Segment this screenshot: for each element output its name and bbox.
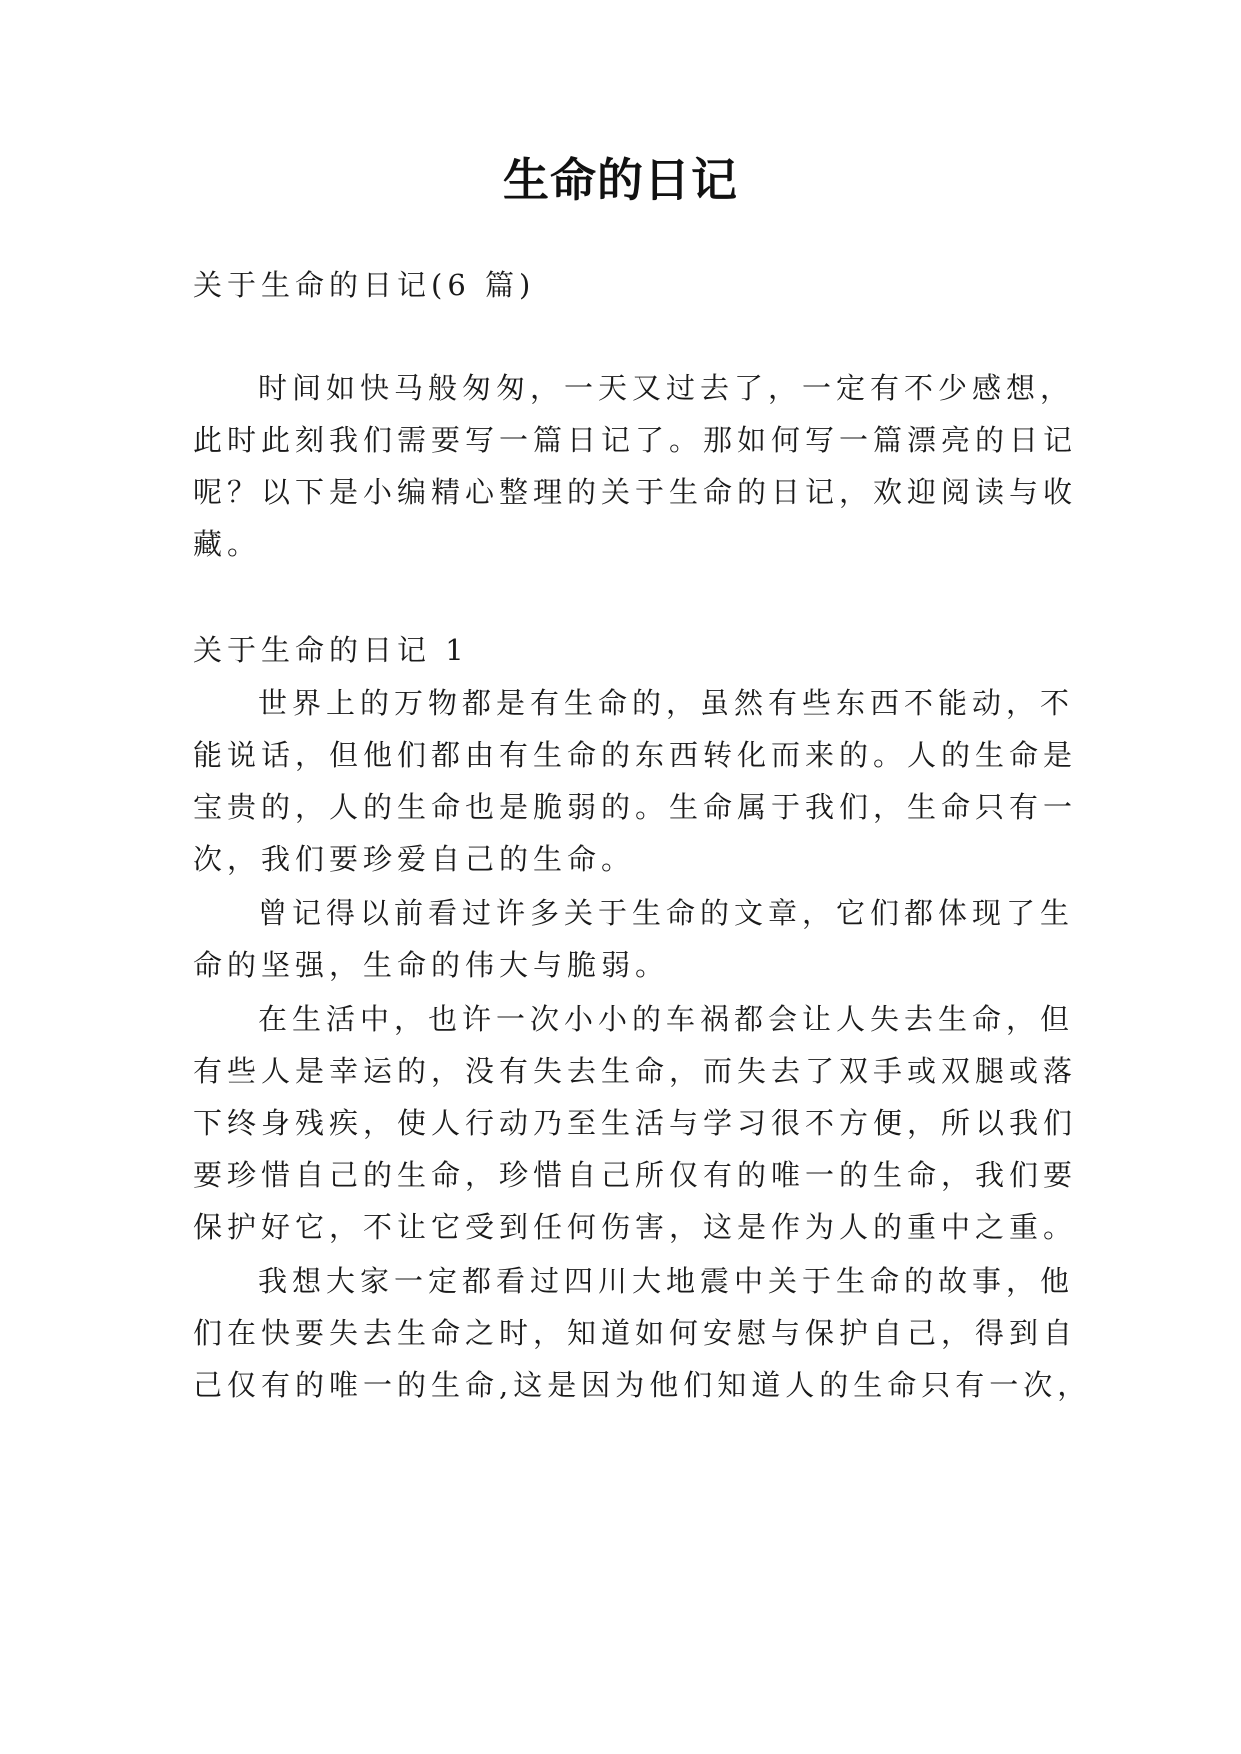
section-heading: 关于生命的日记 1 [193, 633, 469, 667]
body-line: 曾记得以前看过许多关于生命的文章，它们都体现了生 [258, 896, 1075, 930]
intro-line: 时间如快马般匆匆，一天又过去了，一定有不少感想， [258, 371, 1075, 405]
body-line: 们在快要失去生命之时，知道如何安慰与保护自己，得到自 [193, 1316, 1078, 1350]
document-title: 生命的日记 [503, 153, 738, 207]
body-line: 保护好它，不让它受到任何伤害，这是作为人的重中之重。 [193, 1210, 1078, 1244]
body-line: 要珍惜自己的生命，珍惜自己所仅有的唯一的生命，我们要 [193, 1158, 1078, 1192]
body-line: 次，我们要珍爱自己的生命。 [193, 842, 636, 876]
intro-line: 呢？以下是小编精心整理的关于生命的日记，欢迎阅读与收 [193, 475, 1078, 509]
body-line: 在生活中，也许一次小小的车祸都会让人失去生命，但 [258, 1002, 1075, 1036]
body-line: 我想大家一定都看过四川大地震中关于生命的故事，他 [258, 1264, 1075, 1298]
body-line: 宝贵的，人的生命也是脆弱的。生命属于我们，生命只有一 [193, 790, 1078, 824]
document-subtitle: 关于生命的日记(6 篇) [193, 268, 536, 302]
body-line: 有些人是幸运的，没有失去生命，而失去了双手或双腿或落 [193, 1054, 1078, 1088]
intro-line: 藏。 [193, 527, 262, 561]
body-line: 下终身残疾，使人行动乃至生活与学习很不方便，所以我们 [193, 1106, 1078, 1140]
body-line: 命的坚强，生命的伟大与脆弱。 [193, 948, 670, 982]
intro-line: 此时此刻我们需要写一篇日记了。那如何写一篇漂亮的日记 [193, 423, 1078, 457]
body-line: 己仅有的唯一的生命,这是因为他们知道人的生命只有一次， [193, 1368, 1092, 1402]
body-line: 世界上的万物都是有生命的，虽然有些东西不能动，不 [258, 686, 1075, 720]
body-line: 能说话，但他们都由有生命的东西转化而来的。人的生命是 [193, 738, 1078, 772]
